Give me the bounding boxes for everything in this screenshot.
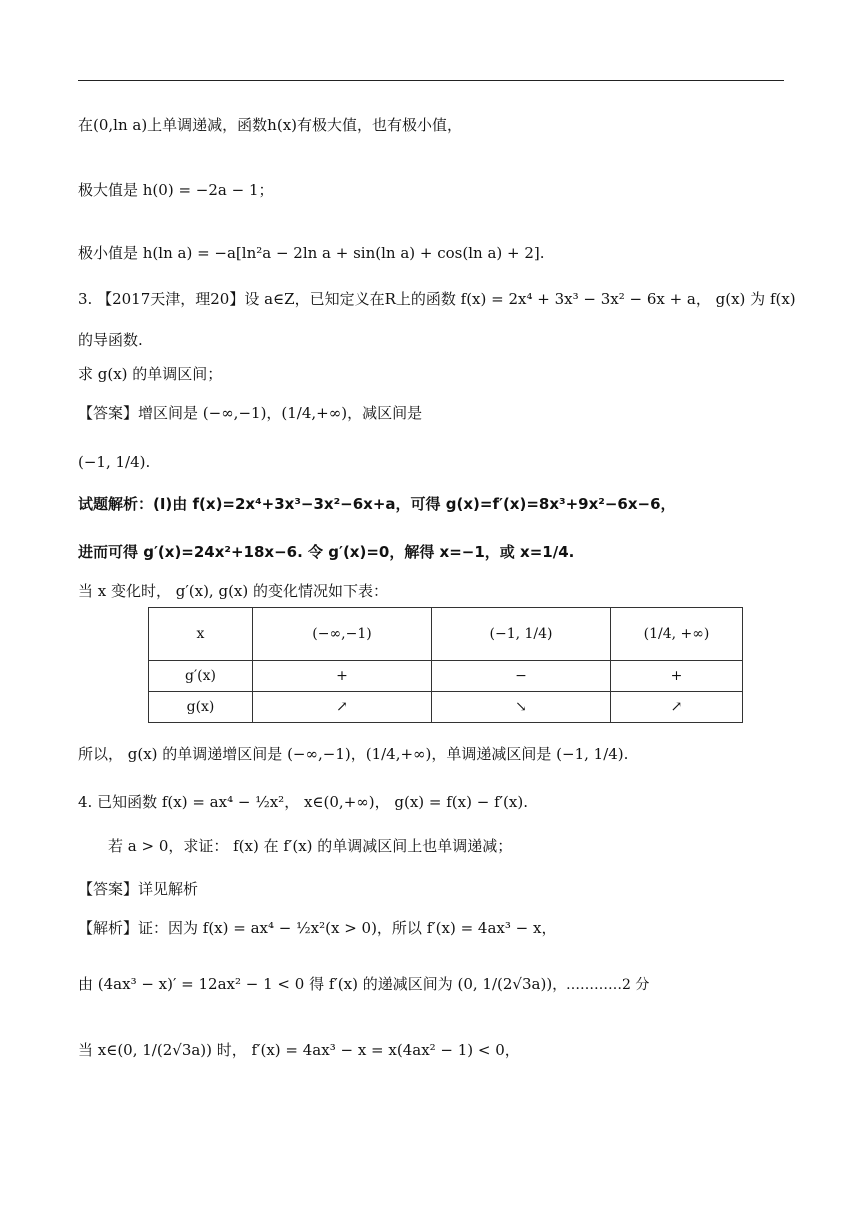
table-row — [149, 692, 743, 723]
analysis-4-line-3: 当 x∈(0, 1/(2√3a)) 时， f′(x) = 4ax³ − x = x(4ax² − 1) < 0， — [78, 1041, 520, 1059]
text-line-1: 在(0,ln a)上单调递减，函数h(x)有极大值，也有极小值， — [78, 116, 463, 134]
score-note: …………2 分 — [566, 977, 650, 993]
table-row — [149, 661, 743, 692]
table-header-cell: x — [149, 608, 253, 661]
problem-4-line-2: 若 a > 0，求证： f(x) 在 f′(x) 的单调减区间上也单调递减； — [108, 837, 513, 855]
table-header-cell: (−∞,−1) — [253, 608, 432, 661]
problem-3-question: 求 g(x) 的单调区间； — [78, 365, 223, 383]
text-line-2: 极大值是 h(0) = −2a − 1； — [78, 181, 274, 199]
table-header-row — [149, 608, 743, 661]
table-cell: − — [432, 661, 611, 692]
solution-3-line-2: 进而可得 g′(x)=24x²+18x−6. 令 g′(x)=0，解得 x=−1，或 x=1/4. — [78, 543, 575, 561]
table-header-cell: (1/4, +∞) — [611, 608, 743, 661]
table-cell: g(x) — [149, 692, 253, 723]
analysis-4-line-2: 由 (4ax³ − x)′ = 12ax² − 1 < 0 得 f′(x) 的递减区间为 (0, 1/(2√3a))， — [78, 975, 568, 993]
solution-3-line-1: 试题解析：(Ⅰ)由 f(x)=2x⁴+3x³−3x²−6x+a，可得 g(x)=f′(x)=8x³+9x²−6x−6， — [78, 495, 676, 513]
table-cell: ↗ — [253, 692, 432, 723]
problem-3-line-1: 3. 【2017天津，理20】设 a∈Z，已知定义在R上的函数 f(x) = 2x⁴ + 3x³ − 3x² − 6x + a， g(x) 为 f(x) — [78, 290, 796, 308]
table-intro: 当 x 变化时， g′(x), g(x) 的变化情况如下表： — [78, 582, 389, 600]
answer-4: 【答案】详见解析 — [78, 880, 199, 898]
table-cell: ↘ — [432, 692, 611, 723]
conclusion-3: 所以， g(x) 的单调递增区间是 (−∞,−1)，(1/4,+∞)，单调递减区间是 (−1, 1/4). — [78, 745, 629, 763]
text-line-3: 极小值是 h(ln a) = −a[ln²a − 2ln a + sin(ln a) + cos(ln a) + 2]. — [78, 244, 545, 262]
answer-3-line-1: 【答案】增区间是 (−∞,−1)，(1/4,+∞)，减区间是 — [78, 404, 423, 422]
variation-table — [148, 607, 743, 723]
answer-3-line-2: (−1, 1/4). — [78, 453, 151, 471]
table-cell: ↗ — [611, 692, 743, 723]
table-header-cell: (−1, 1/4) — [432, 608, 611, 661]
table-cell: g′(x) — [149, 661, 253, 692]
header-rule — [78, 80, 784, 81]
table-cell: + — [253, 661, 432, 692]
problem-3-line-2: 的导函数. — [78, 331, 143, 349]
problem-4-line-1: 4. 已知函数 f(x) = ax⁴ − ½x²， x∈(0,+∞)， g(x) = f(x) − f′(x). — [78, 793, 528, 811]
table-cell: + — [611, 661, 743, 692]
analysis-4-line-1: 【解析】证：因为 f(x) = ax⁴ − ½x²(x > 0)，所以 f′(x) = 4ax³ − x， — [78, 919, 557, 937]
